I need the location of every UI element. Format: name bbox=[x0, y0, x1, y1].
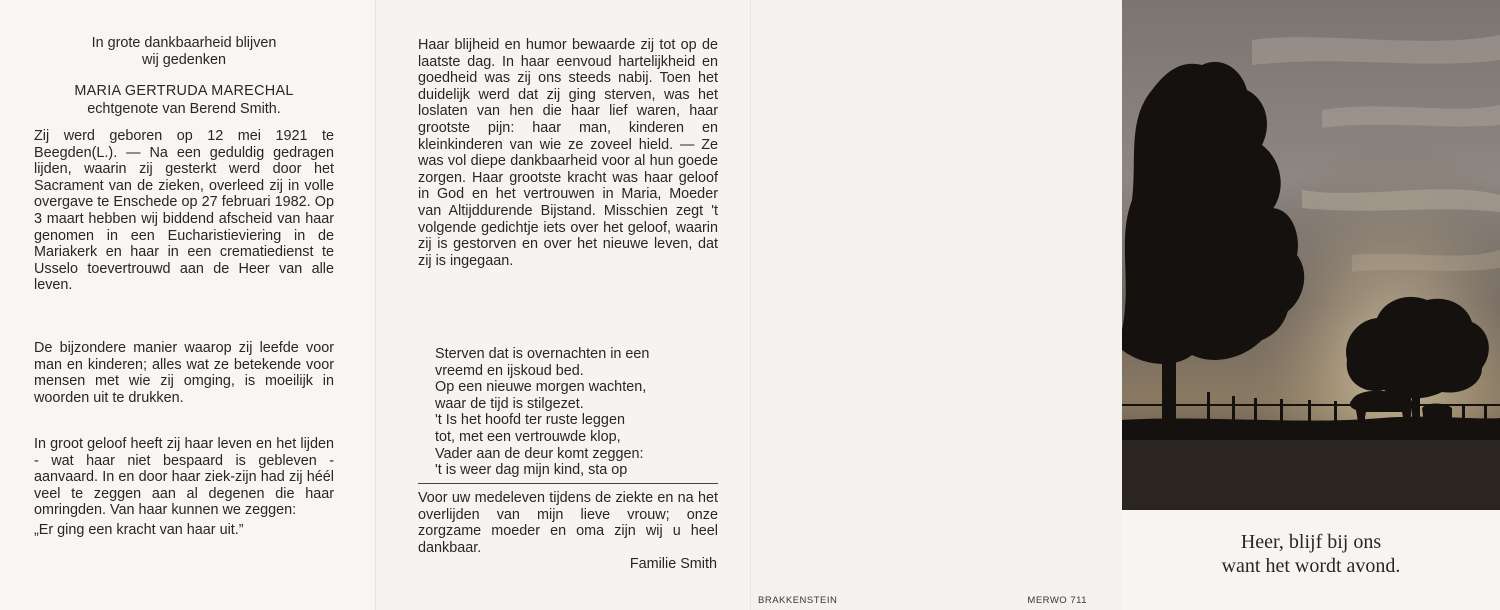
thanks-paragraph: Voor uw medeleven tijdens de ziekte en na het overlijden van mijn lieve vrouw; onze zorgzame moeder en oma zijn wij u heel dankbaar. bbox=[418, 490, 718, 556]
poem-line: 't Is het hoofd ter ruste leggen bbox=[435, 412, 625, 429]
card-panel-cover bbox=[1122, 0, 1500, 610]
dedication-heading bbox=[34, 35, 334, 68]
remembrance-paragraph: Haar blijheid en humor bewaarde zij tot op de laatste dag. In haar eenvoud hartelijkheid en goedheid was zij ons steeds nabij. Toen het duidelijk werd dat zij ging sterven, was het loslaten van hen die haar lief waren, haar grootste pijn: haar man, kinderen en kleinkinderen van wie ze zoveel hield. — Ze was vol diepe dankbaarheid voor al hun goede zorgen. Haar grootste kracht was haar geloof in God en het vertrouwen in Maria, Moeder van Altijddurende Bijstand. Misschien zegt 't volgende gedichtje iets over het geloof, waarin zij is gestorven en over het nieuwe leven, dat zij is ingegaan. bbox=[418, 37, 718, 269]
family-signature: Familie Smith bbox=[629, 556, 717, 572]
sunset-trees-photo bbox=[1122, 0, 1500, 510]
caption-line-1: Heer, blijf bij ons bbox=[1240, 531, 1382, 553]
poem-line: 't is weer dag mijn kind, sta op bbox=[435, 462, 628, 479]
card-panel-left bbox=[0, 0, 375, 610]
poem-line: waar de tijd is stilgezet. bbox=[435, 395, 584, 412]
poem-line: Vader aan de deur komt zeggen: bbox=[435, 445, 644, 462]
biography-paragraph: Zij werd geboren op 12 mei 1921 te Beegden(L.). — Na een geduldig gedragen lijden, waarin zij gesterkt werd door het Sacrament van de zieken, overleed zij in volle overgave te Enschede op 27 februari 1982. Op 3 maart hebben wij biddend afscheid van haar genomen in een Eucharistieviering in de Mariakerk en haar in een crematiedienst te Usselo toevertrouwd aan de Heer van alle leven. bbox=[34, 128, 334, 294]
spouse-line: echtgenote van Berend Smith. bbox=[87, 101, 281, 117]
poem bbox=[435, 346, 715, 479]
card-panel-middle bbox=[375, 0, 750, 610]
deceased-name: MARIA GERTRUDA MARECHAL bbox=[74, 83, 294, 99]
dedication-line-1: In grote dankbaarheid blijven bbox=[91, 35, 277, 51]
poem-line: vreemd en ijskoud bed. bbox=[435, 362, 584, 379]
closing-quote: „Er ging een kracht van haar uit.” bbox=[34, 521, 244, 538]
card-panel-blank bbox=[750, 0, 1122, 610]
printer-imprint: BRAKKENSTEIN bbox=[758, 595, 838, 606]
faith-section bbox=[34, 436, 334, 539]
print-code: MERWO 711 bbox=[1027, 595, 1087, 606]
caption-line-2: want het wordt avond. bbox=[1221, 555, 1401, 577]
poem-line: Op een nieuwe morgen wachten, bbox=[435, 379, 647, 396]
landscape-illustration bbox=[1122, 0, 1500, 510]
divider bbox=[418, 483, 718, 484]
dedication-line-2: wij gedenken bbox=[141, 51, 226, 68]
life-manner-paragraph: De bijzondere manier waarop zij leefde voor man en kinderen; alles wat ze betekende voor mensen met wie zij omging, is moeilijk in woorden uit te drukken. bbox=[34, 340, 334, 406]
faith-paragraph: In groot geloof heeft zij haar leven en het lijden - wat haar niet bespaard is gebleven - aanvaard. In en door haar ziek-zijn had zij héél veel te zeggen aan al degenen die haar omringden. Van haar kunnen we zeggen: bbox=[34, 436, 334, 519]
cover-caption bbox=[1122, 530, 1500, 578]
poem-line: Sterven dat is overnachten in een bbox=[435, 346, 650, 362]
poem-line: tot, met een vertrouwde klop, bbox=[435, 428, 621, 445]
